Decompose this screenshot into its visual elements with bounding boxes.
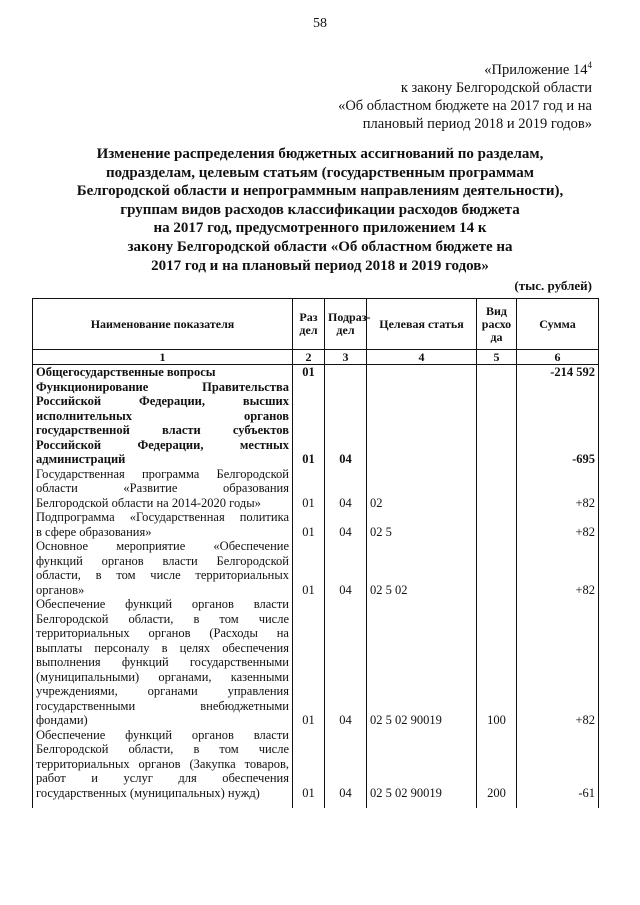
cell-vid — [477, 380, 517, 467]
row-name-line: функций органов власти Белгородской — [36, 553, 289, 568]
row-name-line: в сфере образования» — [36, 524, 152, 539]
cell-target: 02 5 — [367, 510, 477, 539]
row-name-line: Основное мероприятие «Обеспечение — [36, 539, 289, 553]
row-name-line: государственной власти субъектов — [36, 423, 289, 437]
cell-podrazdel: 04 — [325, 597, 367, 728]
filler-cell — [477, 800, 517, 808]
header-target: Целевая статья — [367, 299, 477, 350]
cell-podrazdel: 04 — [325, 539, 367, 597]
colnum: 1 — [33, 350, 293, 365]
units-label: (тыс. рублей) — [514, 278, 592, 293]
row-name-line: Белгородской области на 2014-2020 годы» — [36, 495, 261, 510]
row-name-line: (муниципальными) органами, казенными — [36, 669, 289, 684]
cell-razdel: 01 — [293, 380, 325, 467]
row-name-line: Белгородской области, в том числе — [36, 742, 289, 756]
row-name — [33, 728, 293, 801]
appendix-line3: «Об областном бюджете на 2017 год и на — [338, 97, 592, 114]
row-name-line: Российской Федерации, высших — [36, 394, 289, 408]
row-name-line: Обеспечение функций органов власти — [36, 597, 289, 611]
appendix-line1: «Приложение 14 — [484, 61, 588, 78]
cell-vid — [477, 539, 517, 597]
row-name-line: государственными внебюджетными — [36, 698, 289, 713]
cell-sum: +82 — [517, 510, 599, 539]
cell-sum: -214 592 — [517, 365, 599, 380]
cell-vid: 100 — [477, 597, 517, 728]
cell-razdel: 01 — [293, 728, 325, 801]
colnum: 3 — [325, 350, 367, 365]
appendix-line4: плановый период 2018 и 2019 годов» — [362, 115, 592, 132]
row-name-line: Государственная программа Белгородской — [36, 466, 289, 481]
row-name-line: Подпрограмма «Государственная политика — [36, 510, 289, 524]
row-name-line: выплаты персоналу в целях обеспечения — [36, 640, 289, 655]
cell-podrazdel: 04 — [325, 467, 367, 511]
row-name — [33, 597, 293, 728]
budget-table — [32, 298, 599, 808]
cell-vid — [477, 510, 517, 539]
cell-target: 02 5 02 90019 — [367, 597, 477, 728]
colnum: 2 — [293, 350, 325, 365]
row-name-line: Обеспечение функций органов власти — [36, 727, 289, 742]
cell-vid — [477, 467, 517, 511]
document-title — [60, 145, 580, 275]
cell-podrazdel: 04 — [325, 728, 367, 801]
table-row — [33, 380, 599, 467]
cell-target: 02 — [367, 467, 477, 511]
header-podrazdel: Подраз- дел — [325, 299, 367, 350]
row-name-line: государственных (муниципальных) нужд) — [36, 785, 260, 800]
colnum: 6 — [517, 350, 599, 365]
cell-razdel: 01 — [293, 510, 325, 539]
cell-razdel: 01 — [293, 365, 325, 380]
cell-sum: +82 — [517, 597, 599, 728]
filler-cell — [517, 800, 599, 808]
row-name-line: исполнительных органов — [36, 408, 289, 423]
filler-cell — [325, 800, 367, 808]
row-name-line: Общегосударственные вопросы — [36, 365, 216, 379]
appendix-line2: к закону Белгородской области — [400, 79, 592, 96]
cell-vid — [477, 365, 517, 380]
title-line: 2017 год и на плановый период 2018 и 2019 годов» — [151, 257, 489, 274]
row-name-line: органов» — [36, 582, 85, 597]
cell-razdel: 01 — [293, 467, 325, 511]
table-filler-row — [33, 800, 599, 808]
cell-sum: -695 — [517, 380, 599, 467]
cell-razdel: 01 — [293, 597, 325, 728]
row-name-line: Российской Федерации, местных — [36, 437, 289, 452]
filler-cell — [293, 800, 325, 808]
cell-target: 02 5 02 90019 — [367, 728, 477, 801]
row-name-line: Функционирование Правительства — [36, 379, 289, 394]
colnum: 4 — [367, 350, 477, 365]
row-name-line: работ и услуг для обеспечения — [36, 771, 289, 785]
colnum: 5 — [477, 350, 517, 365]
row-name — [33, 380, 293, 467]
table-row — [33, 510, 599, 539]
table-row — [33, 539, 599, 597]
title-line: подразделам, целевым статьям (государственным программам — [106, 164, 534, 181]
cell-podrazdel: 04 — [325, 380, 367, 467]
title-line: Белгородской области и непрограммным направлениям деятельности), — [76, 183, 564, 200]
header-name: Наименование показателя — [33, 299, 293, 350]
row-name — [33, 365, 293, 380]
filler-cell — [33, 800, 293, 808]
row-name-line: области «Развитие образования — [36, 481, 289, 495]
row-name-line: Белгородской области, в том числе — [36, 611, 289, 626]
cell-sum: -61 — [517, 728, 599, 801]
page-number: 58 — [313, 16, 327, 31]
row-name-line: выполнения функций государственными — [36, 655, 289, 669]
row-name-line: учреждениями, органами управления — [36, 684, 289, 698]
cell-podrazdel — [325, 365, 367, 380]
table-row — [33, 728, 599, 801]
cell-target — [367, 365, 477, 380]
filler-cell — [367, 800, 477, 808]
cell-target — [367, 380, 477, 467]
row-name — [33, 467, 293, 511]
row-name-line: администраций — [36, 452, 126, 466]
row-name-line: фондами) — [36, 713, 88, 727]
appendix-reference — [338, 56, 592, 133]
title-line: на 2017 год, предусмотренного приложением 14 к — [153, 220, 487, 237]
row-name — [33, 539, 293, 597]
table-row — [33, 365, 599, 380]
title-line: группам видов расходов классификации расходов бюджета — [120, 201, 520, 218]
cell-vid: 200 — [477, 728, 517, 801]
row-name-line: области, в том числе территориальных — [36, 568, 289, 582]
header-razdel: Раз дел — [293, 299, 325, 350]
row-name — [33, 510, 293, 539]
appendix-superscript: 4 — [587, 60, 592, 70]
title-line: закону Белгородской области «Об областном бюджете на — [127, 238, 513, 255]
cell-target: 02 5 02 — [367, 539, 477, 597]
cell-razdel: 01 — [293, 539, 325, 597]
header-vid: Вид расхо да — [477, 299, 517, 350]
cell-sum: +82 — [517, 467, 599, 511]
title-line: Изменение распределения бюджетных ассигнований по разделам, — [96, 146, 544, 162]
table-row — [33, 597, 599, 728]
header-sum: Сумма — [517, 299, 599, 350]
cell-sum: +82 — [517, 539, 599, 597]
cell-podrazdel: 04 — [325, 510, 367, 539]
row-name-line: территориальных органов (Расходы на — [36, 626, 289, 640]
row-name-line: территориальных органов (Закупка товаров, — [36, 756, 289, 771]
table-row — [33, 467, 599, 511]
